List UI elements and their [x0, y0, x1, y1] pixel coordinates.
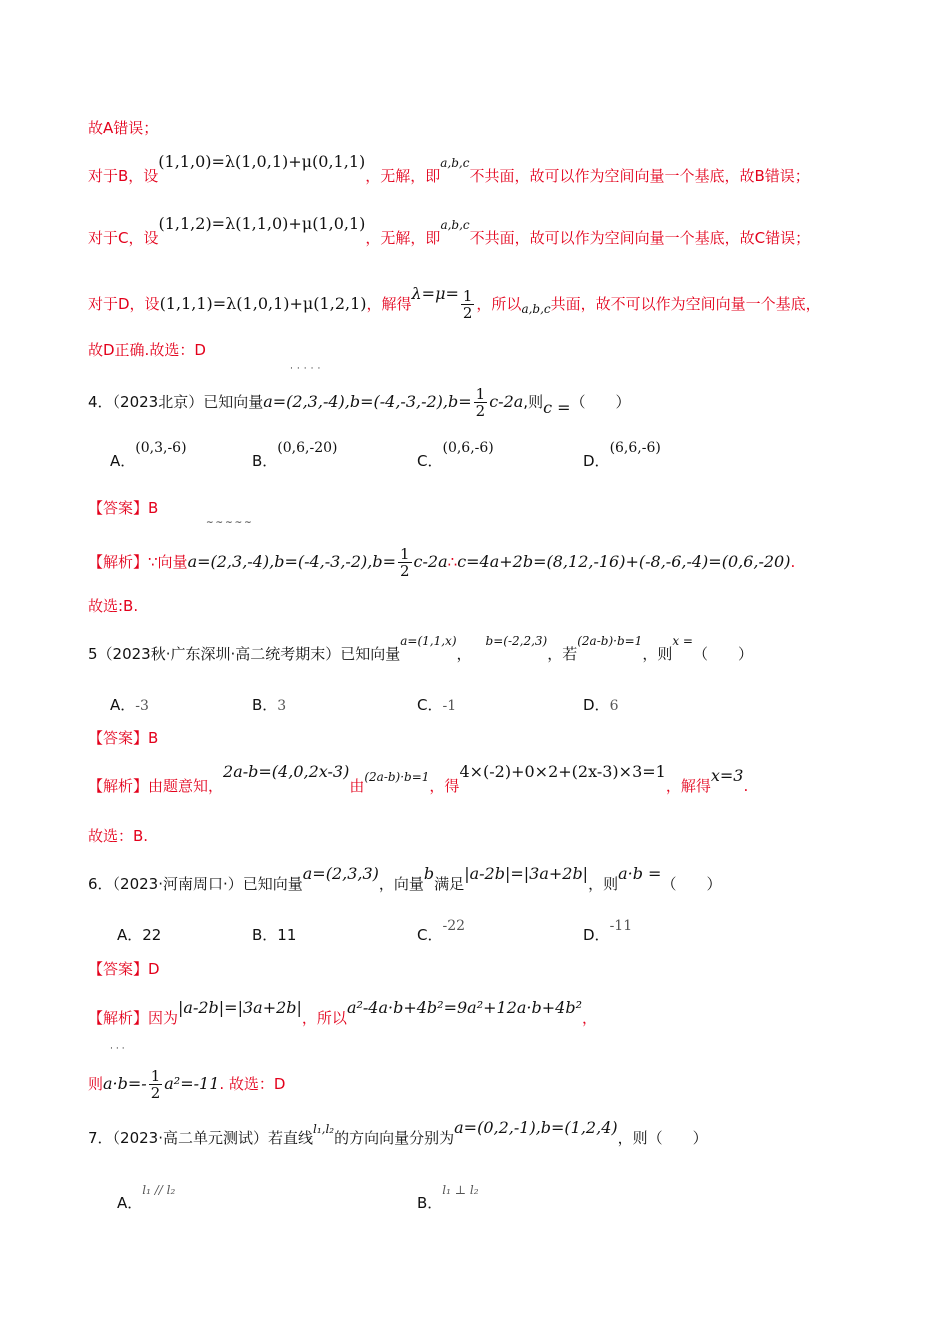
option-label: C． [417, 452, 443, 470]
math-expression: l₁,l₂ [313, 1122, 335, 1136]
text-segment: ，解得 [366, 295, 412, 313]
vector-arrow-marks: ····· [290, 364, 325, 374]
answer-text: 【答案】B [88, 499, 159, 517]
answer-text: 【答案】B [88, 729, 159, 747]
option-label: A． [117, 926, 143, 944]
option-label: C． [417, 926, 443, 944]
text-segment: ，无解，即 [365, 229, 441, 247]
math-expression: (2a-b)·b=1 [577, 634, 643, 648]
numerator: 1 [150, 1067, 161, 1085]
option-label: D． [583, 926, 610, 944]
option-value: (0,6,-20) [277, 440, 338, 456]
answer-line [88, 959, 160, 979]
analysis-line [88, 546, 795, 579]
math-expression: a,b,c [440, 218, 470, 232]
option-value: l₁ // l₂ [142, 1183, 176, 1197]
denominator: 2 [475, 402, 486, 420]
option-b[interactable] [252, 924, 296, 945]
final-line [88, 596, 138, 616]
text-segment: 不共面，故可以作为空间向量一个基底，故C错误； [469, 229, 811, 247]
math-expression: (1,1,2)=λ(1,1,0)+μ(1,0,1) [158, 214, 366, 233]
fraction [461, 288, 475, 321]
option-value: 3 [277, 698, 287, 714]
analysis-line [88, 998, 598, 1028]
question-number: 4．（2023北京）已知向量 [88, 393, 264, 411]
text-segment: 因为 [148, 1009, 179, 1027]
numerator: 1 [462, 287, 473, 305]
math-expression: a,b,c [440, 156, 470, 170]
text-line [88, 340, 206, 360]
text-segment: ∵向量 [148, 553, 188, 571]
question-4-stem [88, 386, 631, 419]
text-segment: . 故选：D [219, 1075, 286, 1093]
text-segment: 的方向向量分别为 [334, 1129, 455, 1147]
text-segment: 满足 [434, 875, 465, 893]
option-label: A． [110, 452, 136, 470]
option-c[interactable] [417, 918, 466, 945]
answer-paren: （ ） [661, 875, 722, 893]
option-label: B． [252, 452, 278, 470]
option-a[interactable] [117, 924, 161, 945]
math-expression: a·b = [618, 864, 662, 883]
numerator: 1 [400, 545, 410, 563]
text-line [88, 214, 811, 249]
option-label: B． [417, 1194, 443, 1212]
option-label: D． [583, 696, 610, 714]
option-c[interactable] [417, 694, 456, 715]
vector-arrow-marks: ~~~~~ [206, 518, 254, 528]
math-expression: (1,1,1)=λ(1,0,1)+μ(1,2,1) [159, 294, 367, 313]
final-text: 故选：B. [88, 827, 149, 845]
text-segment: 故A错误； [88, 119, 159, 137]
math-expression: 2a-b=(4,0,2x-3) [223, 762, 350, 781]
analysis-line-2 [88, 1068, 285, 1101]
option-value: -11 [609, 918, 633, 934]
text-segment: ， [456, 645, 472, 663]
answer-paren: （ ） [570, 393, 631, 411]
option-value: 22 [142, 926, 162, 944]
math-expression: a²-4a·b+4b²=9a²+12a·b+4b² [346, 998, 582, 1017]
text-segment: ,则 [523, 393, 544, 411]
math-expression: a=(2,3,3) [302, 864, 379, 883]
question-6-stem [88, 864, 722, 894]
option-b[interactable] [252, 694, 286, 715]
denominator: 2 [462, 304, 473, 322]
text-segment: 对于B，设 [88, 167, 159, 185]
math-expression: 4×(-2)+0×2+(2x-3)×3=1 [459, 762, 666, 781]
math-expression: x = [672, 634, 693, 648]
answer-paren: （ ） [692, 645, 753, 663]
math-expression: b=(-2,2,3) [485, 634, 548, 648]
final-text: 故选:B. [88, 597, 139, 615]
text-segment: ，则 [588, 875, 619, 893]
text-segment: ，解得 [665, 777, 711, 795]
analysis-tag: 【解析】 [88, 553, 149, 571]
fraction [149, 1068, 163, 1101]
text-segment: 对于D，设 [88, 295, 160, 313]
option-d[interactable] [583, 440, 661, 471]
question-number: 5（2023秋·广东深圳·高二统考期末）已知向量 [88, 645, 401, 663]
therefore-symbol: ∴ [447, 553, 458, 571]
text-segment: . [743, 777, 749, 795]
text-segment: ，无解，即 [365, 167, 441, 185]
question-7-stem [88, 1118, 708, 1149]
text-segment: 共面，故不可以作为空间向量一个基底， [550, 295, 821, 313]
option-value: -3 [135, 698, 149, 714]
text-segment: ，向量 [378, 875, 424, 893]
option-value: (6,6,-6) [609, 440, 661, 456]
text-line [88, 284, 821, 322]
answer-line [88, 728, 158, 748]
text-segment: 故D正确.故选：D [88, 341, 206, 359]
option-d[interactable] [583, 694, 618, 715]
math-expression: b [423, 864, 435, 883]
fraction [398, 546, 412, 579]
answer-line [88, 498, 158, 518]
final-line [88, 826, 148, 846]
denominator: 2 [150, 1084, 161, 1102]
denominator: 2 [400, 562, 410, 580]
math-expression: λ=μ= [411, 284, 459, 303]
option-label: C． [417, 696, 443, 714]
math-expression: |a-2b|=|3a+2b| [178, 998, 302, 1017]
option-label: A． [117, 1194, 143, 1212]
option-label: B． [252, 926, 278, 944]
analysis-line [88, 762, 749, 797]
option-label: D． [583, 452, 610, 470]
option-label: A． [110, 696, 136, 714]
math-expression: a=(2,3,-4),b=(-4,-3,-2),b= [187, 552, 396, 571]
math-expression: a=(0,2,-1),b=(1,2,4) [454, 1118, 618, 1137]
math-expression: x=3 [710, 766, 744, 785]
text-segment: 不共面，故可以作为空间向量一个基底，故B错误； [469, 167, 810, 185]
option-label: B． [252, 696, 278, 714]
numerator: 1 [475, 385, 486, 403]
math-expression: c=4a+2b=(8,12,-16)+(-8,-6,-4)=(0,6,-20) [457, 552, 791, 571]
text-segment: ，若 [547, 645, 578, 663]
text-segment: ，则 [642, 645, 673, 663]
text-segment: 由 [349, 777, 365, 795]
math-expression: c-2a [489, 392, 524, 411]
text-segment: 由题意知， [148, 777, 224, 795]
option-a[interactable] [110, 440, 187, 471]
analysis-tag: 【解析】 [88, 777, 149, 795]
text-segment: 则 [88, 1075, 104, 1093]
text-segment: 对于C，设 [88, 229, 159, 247]
fraction [474, 386, 488, 419]
math-expression: (1,1,0)=λ(1,0,1)+μ(0,1,1) [158, 152, 366, 171]
math-expression: a=(2,3,-4),b=(-4,-3,-2),b= [263, 392, 472, 411]
option-c[interactable] [417, 440, 494, 471]
math-expression: (2a-b)·b=1 [364, 770, 430, 784]
text-segment: . [790, 553, 796, 571]
math-expression: c-2a [413, 552, 448, 571]
math-expression: c = [543, 398, 571, 417]
text-segment: ，所以 [301, 1009, 347, 1027]
option-value: -22 [442, 918, 466, 934]
text-segment: ，则（ ） [617, 1129, 708, 1147]
option-d[interactable] [583, 918, 633, 945]
text-line [88, 152, 810, 187]
option-value: 11 [277, 926, 297, 944]
text-segment: ， [582, 1009, 598, 1027]
option-value: (0,6,-6) [442, 440, 494, 456]
option-a[interactable] [110, 694, 149, 715]
text-segment: ，所以 [476, 295, 522, 313]
option-a[interactable] [117, 1183, 176, 1213]
question-number: 6．（2023·河南周口·）已知向量 [88, 875, 303, 893]
math-expression: a²=-11 [164, 1074, 220, 1093]
option-value: 6 [609, 698, 619, 714]
math-expression: a,b,c [521, 302, 551, 316]
question-number: 7．（2023·高二单元测试）若直线 [88, 1129, 313, 1147]
text-segment: ，得 [429, 777, 460, 795]
math-expression: a·b=- [103, 1074, 147, 1093]
answer-text: 【答案】D [88, 960, 160, 978]
math-expression: |a-2b|=|3a+2b| [464, 864, 589, 883]
math-expression: a=(1,1,x) [400, 634, 457, 648]
option-b[interactable] [252, 440, 338, 471]
option-value: (0,3,-6) [135, 440, 187, 456]
text-line [88, 118, 158, 138]
option-value: -1 [442, 698, 457, 714]
analysis-tag: 【解析】 [88, 1009, 149, 1027]
vector-arrow-marks: ··· [110, 1044, 128, 1054]
option-value: l₁ ⊥ l₂ [442, 1183, 479, 1197]
